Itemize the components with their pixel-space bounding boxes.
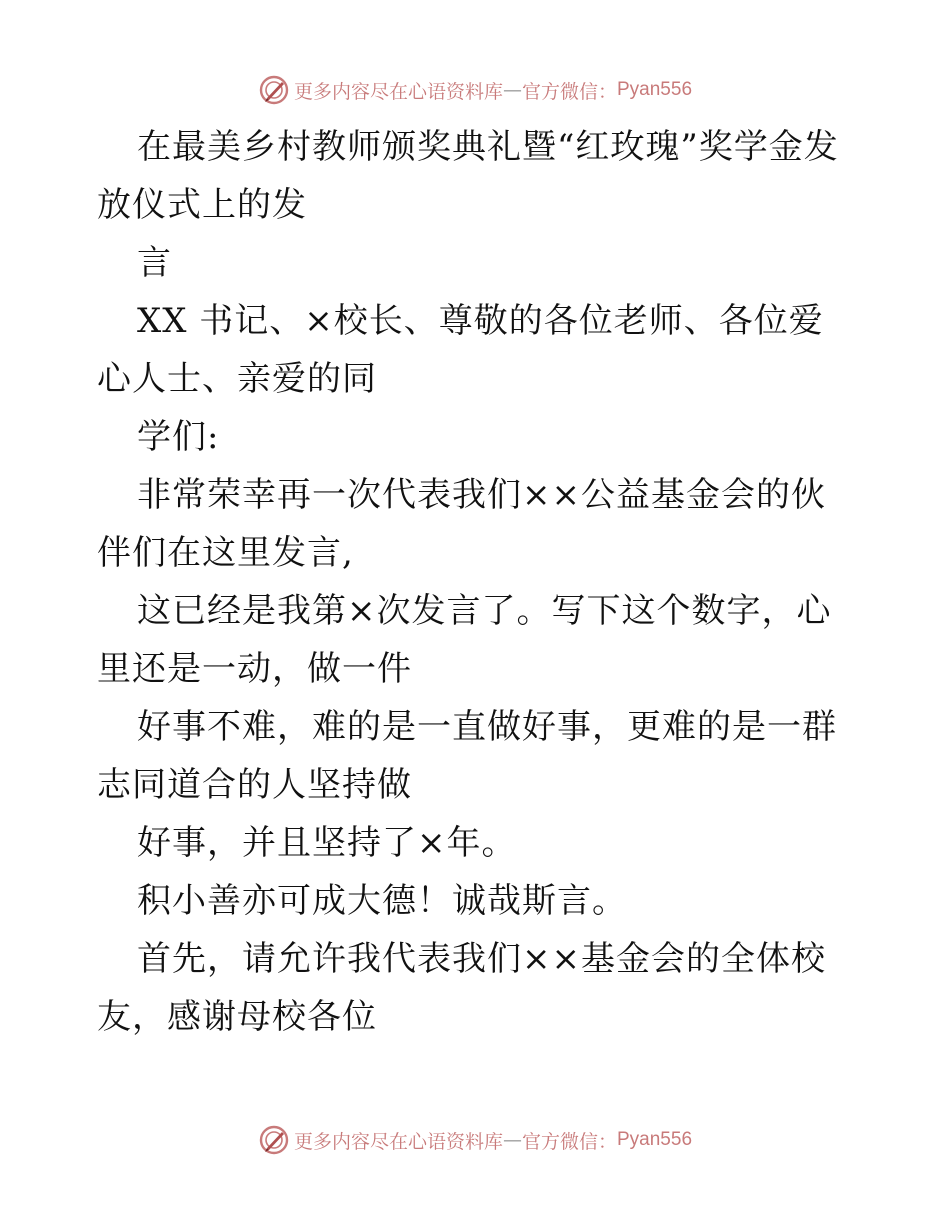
paragraph-years: 好事，并且坚持了×年。 [137,823,517,863]
paragraph-title-end: 言 [137,243,172,283]
header-banner [0,70,950,110]
header-wechat-id: Pyan556 [617,79,693,100]
pen-logo-icon [258,74,290,106]
paragraph-honor: 非常荣幸再一次代表我们××公益基金会的伙伴们在这里发言, [97,475,826,573]
footer-site-text: 更多内容尽在心语资料库 [293,1130,503,1153]
header-site-text: 更多内容尽在心语资料库 [293,80,503,103]
paragraph-title: 在最美乡村教师颁奖典礼暨“红玫瑰”奖学金发放仪式上的发 [97,127,839,225]
header-separator: — [502,79,522,101]
document-body [97,118,857,1046]
header-wechat-label: 官方微信： [521,80,617,103]
pen-logo-icon [258,1124,290,1156]
footer-banner [0,1120,950,1160]
paragraph-greeting-end: 学们: [137,417,220,457]
paragraph-count: 这已经是我第×次发言了。写下这个数字，心里还是一动，做一件 [97,591,832,689]
footer-wechat-id: Pyan556 [617,1129,693,1150]
footer-wechat-label: 官方微信： [521,1130,617,1153]
paragraph-good-deeds: 好事不难，难的是一直做好事，更难的是一群志同道合的人坚持做 [97,707,837,805]
footer-separator: — [502,1129,522,1151]
paragraph-virtue: 积小善亦可成大德！诚哉斯言。 [137,881,627,921]
paragraph-greeting: XX 书记、×校长、尊敬的各位老师、各位爱心人士、亲爱的同 [97,301,824,399]
paragraph-thanks: 首先，请允许我代表我们××基金会的全体校友，感谢母校各位 [97,939,826,1037]
